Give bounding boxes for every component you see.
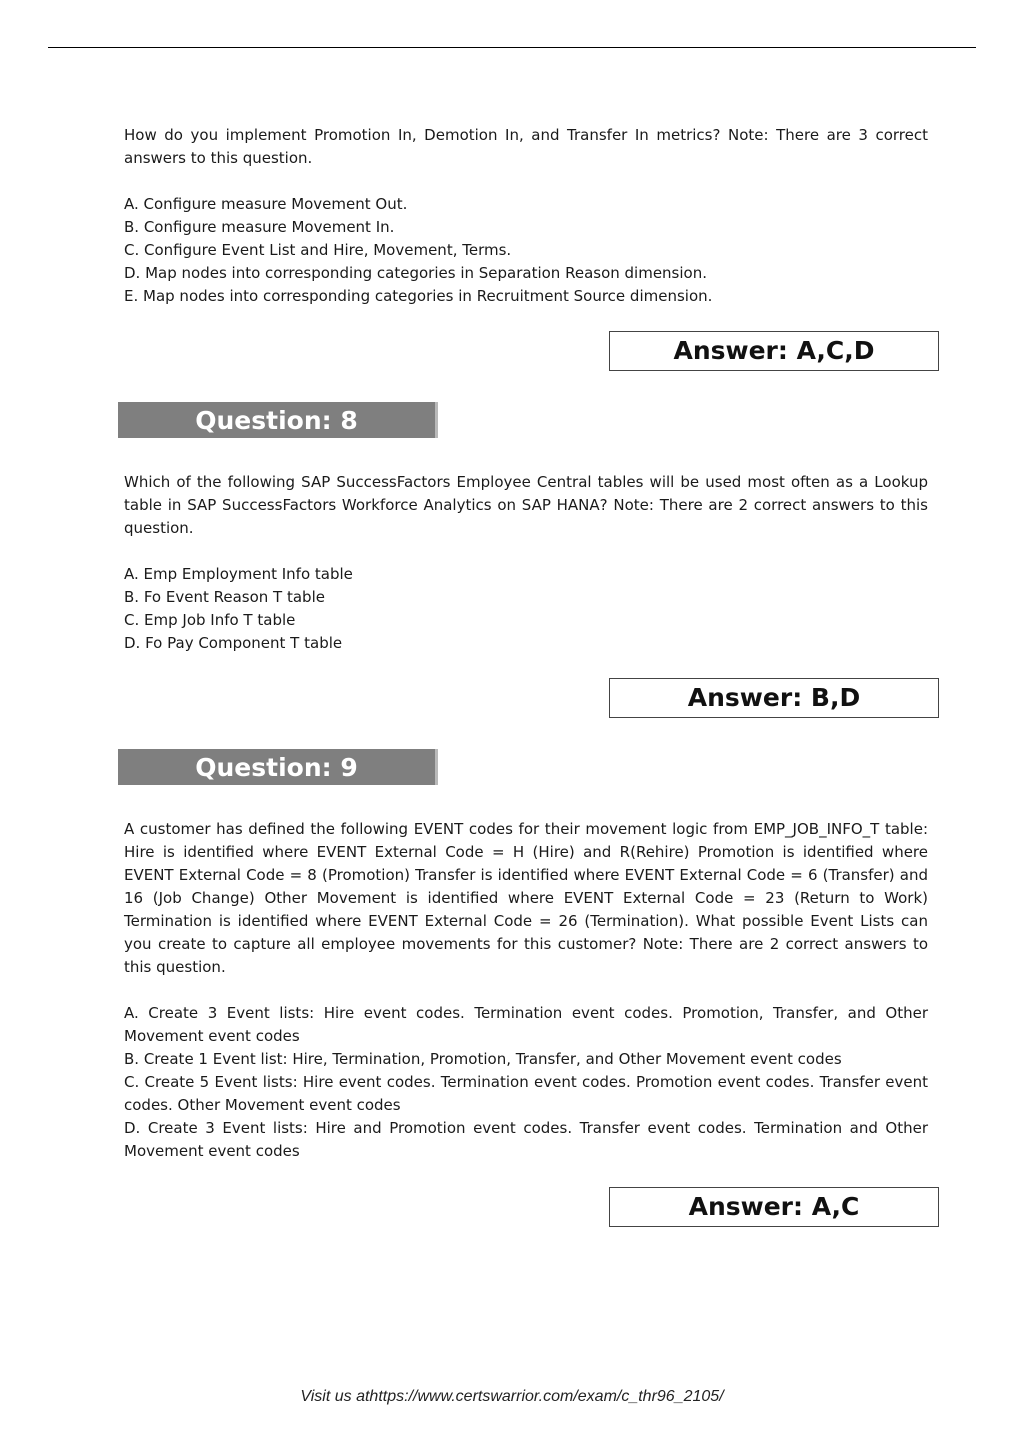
question-7-option-d: D. Map nodes into corresponding categories in Separation Reason dimension. xyxy=(124,264,707,282)
question-9-option-d: D. Create 3 Event lists: Hire and Promotion event codes. Transfer event codes. Termination and Other Movement event codes xyxy=(124,1119,928,1160)
question-7-option-c: C. Configure Event List and Hire, Movement, Terms. xyxy=(124,241,512,259)
question-8-option-d: D. Fo Pay Component T table xyxy=(124,634,343,652)
question-9-block xyxy=(124,818,928,1163)
question-7-option-b: B. Configure measure Movement In. xyxy=(124,218,395,236)
question-9-answer: Answer: A,C xyxy=(609,1187,939,1227)
question-8-text: Which of the following SAP SuccessFactors Employee Central tables will be used most often as a Lookup table in SAP SuccessFactors Workforce Analytics on SAP HANA? Note: There are 2 correct answers to this question. xyxy=(124,473,928,537)
question-7-block xyxy=(124,124,928,308)
question-8-option-a: A. Emp Employment Info table xyxy=(124,565,353,583)
question-9-option-c: C. Create 5 Event lists: Hire event codes. Termination event codes. Promotion event codes. Transfer event codes. Other Movement event codes xyxy=(124,1073,928,1114)
question-8-block xyxy=(124,471,928,655)
question-7-option-a: A. Configure measure Movement Out. xyxy=(124,195,408,213)
question-9-option-b: B. Create 1 Event list: Hire, Termination, Promotion, Transfer, and Other Movement event codes xyxy=(124,1050,842,1068)
question-9-header: Question: 9 xyxy=(118,749,438,785)
question-7-text: How do you implement Promotion In, Demotion In, and Transfer In metrics? Note: There are 3 correct answers to this question. xyxy=(124,126,928,167)
question-9-option-a: A. Create 3 Event lists: Hire event codes. Termination event codes. Promotion, Transfer, and Other Movement event codes xyxy=(124,1004,928,1045)
footer-link[interactable]: Visit us athttps://www.certswarrior.com/exam/c_thr96_2105/ xyxy=(300,1388,724,1405)
question-9-text: A customer has defined the following EVENT codes for their movement logic from EMP_JOB_INFO_T table: Hire is identified where EVENT External Code = H (Hire) and R(Rehire) Promotion is identified where EVENT External Code = 8 (Promotion) Transfer is identified where EVENT External Code = 6 (Transfer) and 16 (Job Change) Other Movement is identified where EVENT External Code = 23 (Return to Work) Termination is identified where EVENT External Code = 26 (Termination). What possible Event Lists can you create to capture all employee movements for this customer? Note: There are 2 correct answers to this question. xyxy=(124,820,928,976)
question-8-answer: Answer: B,D xyxy=(609,678,939,718)
question-7-answer: Answer: A,C,D xyxy=(609,331,939,371)
question-8-header: Question: 8 xyxy=(118,402,438,438)
question-8-option-c: C. Emp Job Info T table xyxy=(124,611,296,629)
top-rule xyxy=(48,47,976,48)
question-8-option-b: B. Fo Event Reason T table xyxy=(124,588,325,606)
question-7-option-e: E. Map nodes into corresponding categories in Recruitment Source dimension. xyxy=(124,287,713,305)
